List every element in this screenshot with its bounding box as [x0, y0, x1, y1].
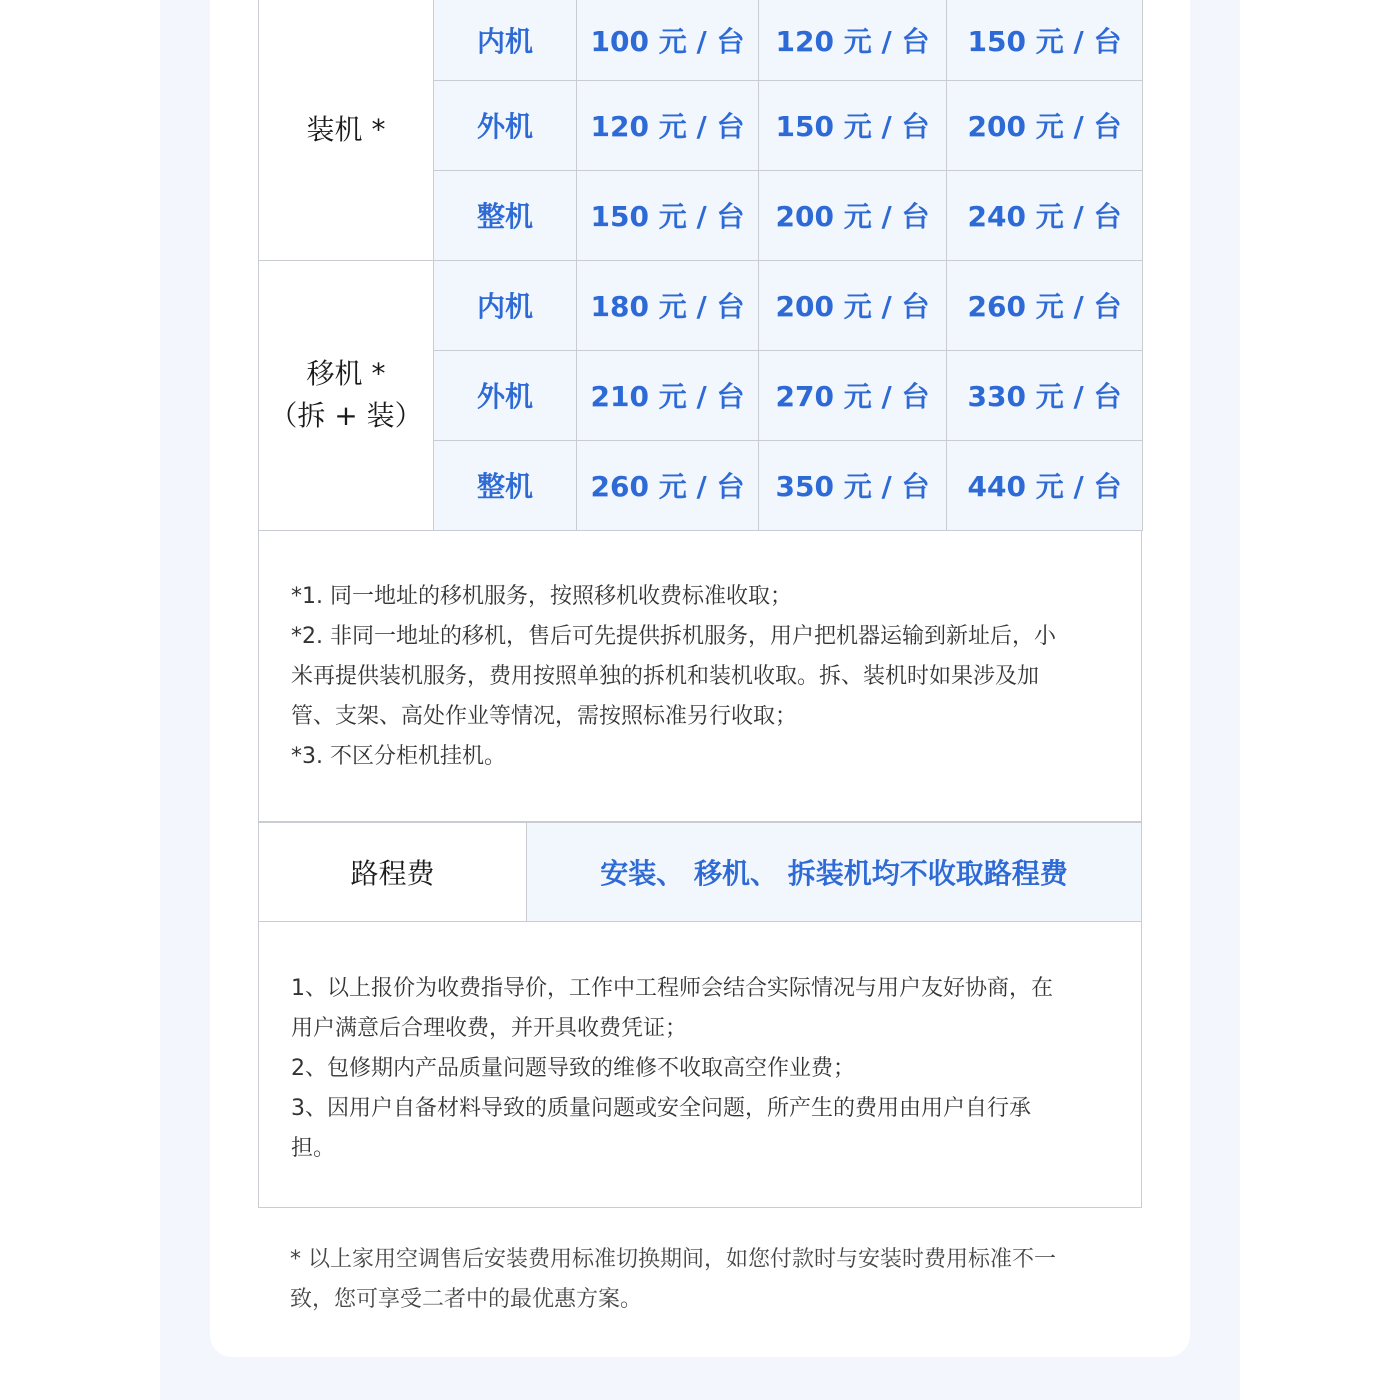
travel-fee-row	[258, 822, 1142, 922]
unit-type-cell: 内机	[434, 0, 577, 80]
footer-line: 致，您可享受二者中的最优惠方案。	[290, 1287, 643, 1312]
table-row	[259, 0, 1143, 80]
unit-type-cell: 内机	[434, 260, 577, 350]
travel-fee-label: 路程费	[259, 823, 527, 921]
note-line: *2. 非同一地址的移机，售后可先提供拆机服务，用户把机器运输到新址后，小	[291, 624, 1056, 649]
unit-type-cell: 外机	[434, 80, 577, 170]
unit-type-cell: 外机	[434, 350, 577, 440]
price-cell: 270 元 / 台	[759, 350, 947, 440]
guideline-line: 3、因用户自备材料导致的质量问题或安全问题，所产生的费用由用户自行承	[291, 1096, 1031, 1121]
footer-note	[290, 1240, 1130, 1320]
price-cell: 120 元 / 台	[577, 80, 759, 170]
price-cell: 100 元 / 台	[577, 0, 759, 80]
note-line: 米再提供装机服务，费用按照单独的拆机和装机收取。拆、装机时如果涉及加	[291, 664, 1040, 689]
price-cell: 200 元 / 台	[759, 260, 947, 350]
price-cell: 200 元 / 台	[759, 170, 947, 260]
price-cell: 260 元 / 台	[577, 440, 759, 530]
group-label: 移机 *	[306, 357, 386, 390]
price-cell: 330 元 / 台	[947, 350, 1143, 440]
guideline-line: 用户满意后合理收费，并开具收费凭证；	[291, 1016, 688, 1041]
note-line: 管、支架、高处作业等情况，需按照标准另行收取；	[291, 704, 798, 729]
guideline-line: 1、以上报价为收费指导价，工作中工程师会结合实际情况与用户友好协商，在	[291, 976, 1053, 1001]
note-line: *1. 同一地址的移机服务，按照移机收费标准收取；	[291, 584, 792, 609]
unit-type-cell: 整机	[434, 440, 577, 530]
table-row	[259, 260, 1143, 350]
group-cell-relocate	[259, 260, 434, 530]
price-cell: 150 元 / 台	[759, 80, 947, 170]
group-sublabel: （拆 + 装）	[269, 399, 423, 432]
price-cell: 240 元 / 台	[947, 170, 1143, 260]
relocation-notes	[258, 530, 1142, 822]
price-cell: 440 元 / 台	[947, 440, 1143, 530]
guideline-line: 2、包修期内产品质量问题导致的维修不收取高空作业费；	[291, 1056, 855, 1081]
price-cell: 120 元 / 台	[759, 0, 947, 80]
unit-type-cell: 整机	[434, 170, 577, 260]
travel-fee-value: 安装、 移机、 拆装机均不收取路程费	[527, 823, 1141, 921]
price-table	[258, 0, 1143, 531]
price-cell: 210 元 / 台	[577, 350, 759, 440]
guideline-line: 担。	[291, 1136, 336, 1161]
price-cell: 260 元 / 台	[947, 260, 1143, 350]
note-line: *3. 不区分柜机挂机。	[291, 744, 506, 769]
price-cell: 150 元 / 台	[947, 0, 1143, 80]
group-cell-install	[259, 0, 434, 260]
price-cell: 150 元 / 台	[577, 170, 759, 260]
group-label: 装机 *	[306, 112, 386, 146]
pricing-guidelines	[258, 922, 1142, 1208]
footer-line: * 以上家用空调售后安装费用标准切换期间，如您付款时与安装时费用标准不一	[290, 1247, 1056, 1272]
price-cell: 350 元 / 台	[759, 440, 947, 530]
price-cell: 180 元 / 台	[577, 260, 759, 350]
price-cell: 200 元 / 台	[947, 80, 1143, 170]
